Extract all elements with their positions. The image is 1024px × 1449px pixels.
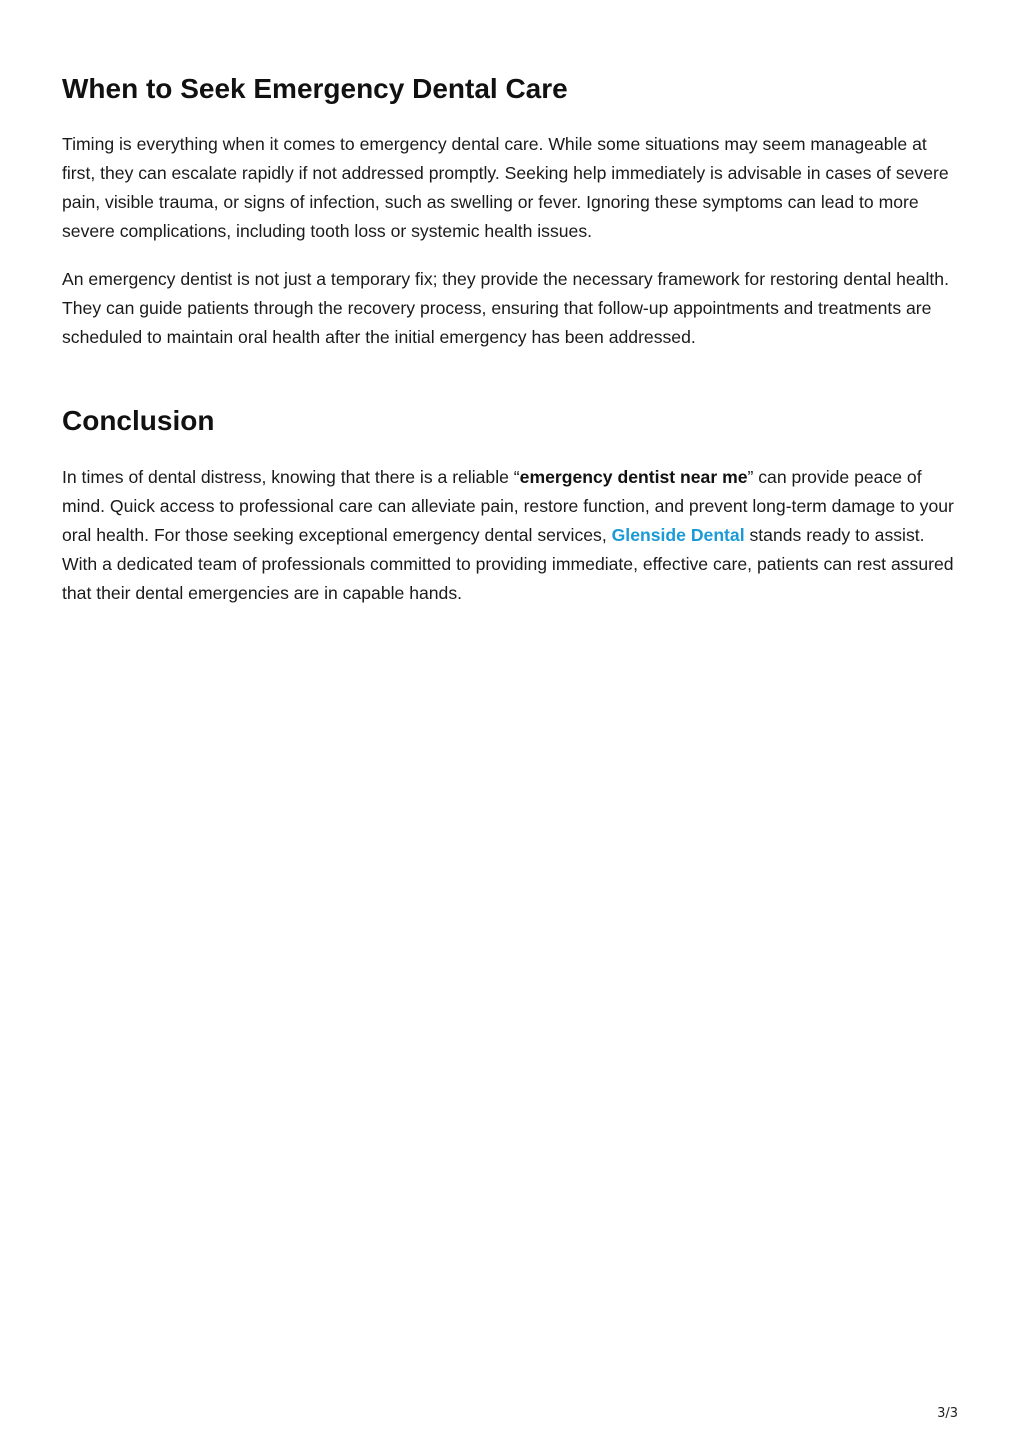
- section-heading-conclusion: Conclusion: [62, 405, 215, 436]
- paragraph-timing: Timing is everything when it comes to emergency dental care. While some situations may seem manageable at first, they can escalate rapidly if not addressed promptly. Seeking help immediately is advisable in cases of severe pain, visible trauma, or signs of infection, such as swelling or fever. Ignoring these symptoms can lead to more severe complications, including tooth loss or systemic health issues.: [62, 134, 949, 241]
- section-heading-when-to-seek: When to Seek Emergency Dental Care: [62, 73, 568, 104]
- conclusion-text-3: stands ready to assist. With a dedicated team of professionals committed to providing immediate, effective care, patients can rest assured that their dental emergencies are in capable hands.: [62, 525, 954, 603]
- paragraph-emergency-dentist: An emergency dentist is not just a temporary fix; they provide the necessary framework for restoring dental health. They can guide patients through the recovery process, ensuring that follow-up appointments and treatments are scheduled to maintain oral health after the initial emergency has been addressed.: [62, 269, 949, 347]
- conclusion-text-1: In times of dental distress, knowing that there is a reliable “: [62, 467, 520, 487]
- paragraph-conclusion: [62, 463, 962, 608]
- page-number: 3/3: [937, 1406, 958, 1421]
- bold-keyword: emergency dentist near me: [519, 467, 748, 487]
- conclusion-text-2: ” can provide peace of mind. Quick access to professional care can alleviate pain, restore function, and prevent long-term damage to your oral health. For those seeking exceptional emergency dental services,: [62, 467, 954, 545]
- glenside-dental-link[interactable]: Glenside Dental: [611, 525, 745, 545]
